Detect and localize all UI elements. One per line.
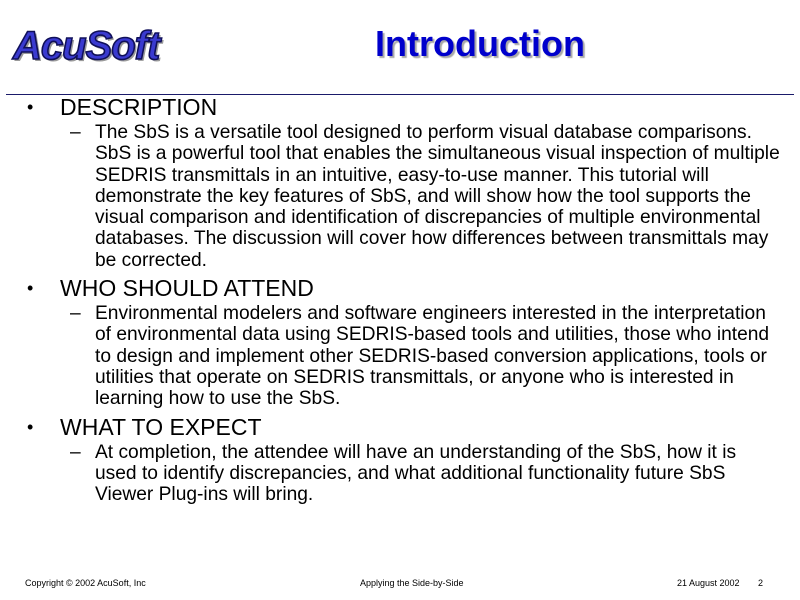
- footer-page-number: 2: [758, 578, 764, 588]
- slide-content: [0, 94, 800, 505]
- section-body: [0, 122, 800, 271]
- section-heading-text: DESCRIPTION: [60, 94, 218, 120]
- section-body: [0, 442, 800, 506]
- dash-icon: –: [70, 303, 81, 325]
- footer-copyright: Copyright © 2002 AcuSoft, Inc: [25, 578, 146, 588]
- slide-footer: [0, 575, 800, 591]
- section-body-text: At completion, the attendee will have an understanding of the SbS, how it is used to identify discrepancies, and what additional functionality future SbS Viewer Plug-ins will bring.: [95, 441, 737, 506]
- section-heading: [0, 275, 800, 301]
- acusoft-logo: AcuSoft: [13, 24, 160, 68]
- section-heading-text: WHO SHOULD ATTEND: [60, 275, 314, 302]
- section-description: [0, 94, 800, 271]
- section-heading-text: WHAT TO EXPECT: [60, 413, 262, 440]
- section-what-to-expect: [0, 414, 800, 506]
- bullet-icon: •: [27, 97, 34, 117]
- bullet-icon: •: [27, 416, 34, 437]
- section-heading: [0, 94, 800, 120]
- footer-date: 21 August 2002: [677, 578, 740, 588]
- section-body: [0, 303, 800, 409]
- footer-center-text: Applying the Side-by-Side: [360, 578, 464, 588]
- dash-icon: –: [70, 441, 81, 463]
- dash-icon: –: [70, 122, 81, 143]
- section-body-text: Environmental modelers and software engineers interested in the interpretation of environmental data using SEDRIS-based tools and utilities, those who intend to design and implement other SEDRIS-based conversion applications, tools or utilities that operate on SEDRIS transmittals, or anyone who is interested in learning how to use the SbS.: [95, 303, 770, 410]
- page-title: Introduction: [375, 23, 585, 64]
- section-heading: [0, 414, 800, 440]
- section-who-should-attend: [0, 275, 800, 409]
- section-body-text: The SbS is a versatile tool designed to perform visual database comparisons. SbS is a powerful tool that enables the simultaneous visual inspection of multiple SEDRIS transmittals in an intuitive, easy-to-use manner. This tutorial will demonstrate the key features of SbS, and will show how the tool supports the visual comparison and identification of discrepancies of multiple environmental databases. The discussion will cover how differences between transmittals may be corrected.: [95, 122, 780, 271]
- bullet-icon: •: [27, 278, 34, 299]
